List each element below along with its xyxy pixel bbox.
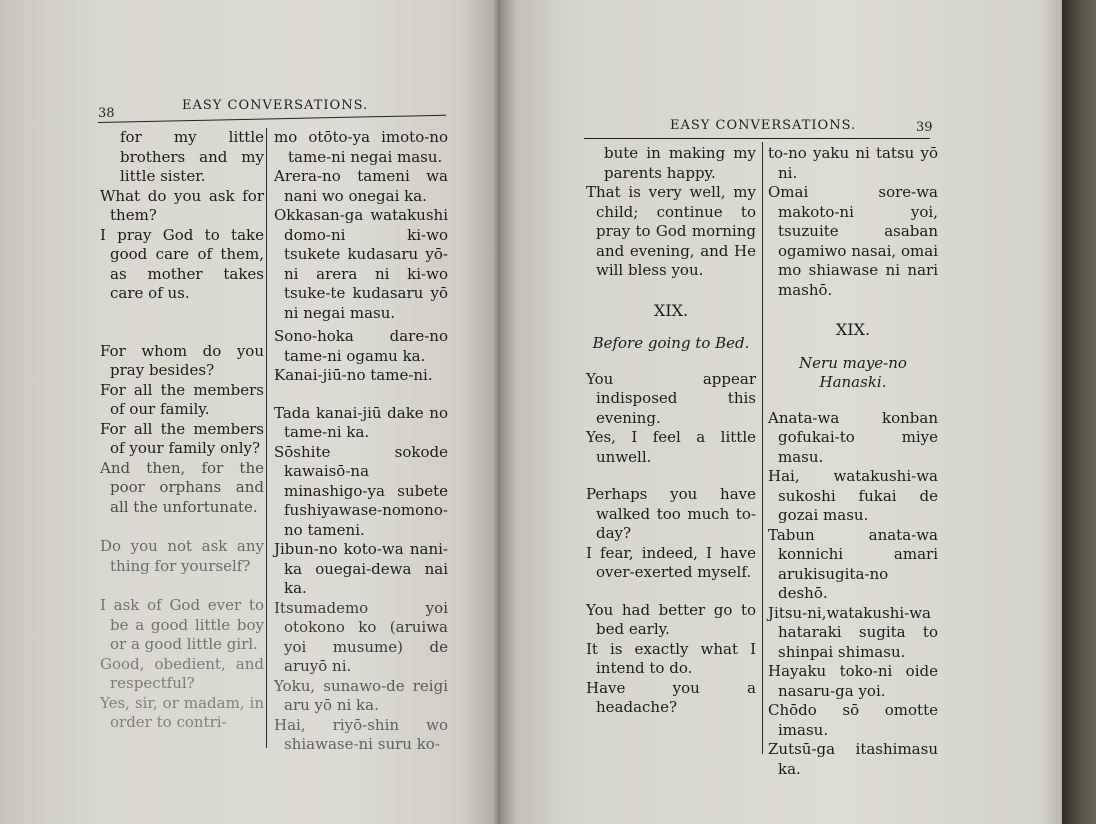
japanese-line: Itsumademo yoi otokono ko (aruiwa yoi musume) de aruyō ni. <box>274 598 448 675</box>
english-line: Have you a headache? <box>586 678 756 716</box>
japanese-line: Okkasan-ga watakushi domo-ni ki-wo tsukete kudasaru yō-ni arera ni ki-wo tsuke-te kudasaru yō ni negai masu. <box>274 206 448 322</box>
japanese-line: Hai, watakushi-wa sukoshi fukai de gozai masu. <box>768 467 938 524</box>
japanese-line: Sōshite sokode kawaisō-na minashigo-ya subete fushiyawase-nomono-no tameni. <box>274 442 448 539</box>
english-line: Good, obedient, and respectful? <box>100 654 264 692</box>
japanese-line: Hai, riyō-shin wo shiawase-ni suru ko- <box>274 715 448 753</box>
column-divider-left <box>266 128 267 748</box>
section-title-jp: Neru maye-no Hanaski. <box>799 353 907 391</box>
english-line: Do you not ask any thing for yourself? <box>100 537 264 575</box>
english-column-right <box>586 144 756 718</box>
japanese-line: Chōdo sō omotte imasu. <box>768 701 938 739</box>
japanese-line: Yoku, sunawo-de reigi aru yō ni ka. <box>274 676 448 714</box>
english-line: bute in making my parents happy. <box>604 144 756 182</box>
japanese-line: Arera-no tameni wa nani wo onegai ka. <box>274 167 448 205</box>
english-line: I pray God to take good care of them, as mother takes care of us. <box>100 225 264 302</box>
japanese-line: Sono-hoka dare-no tame-ni ogamu ka. <box>274 327 448 365</box>
english-column-left <box>100 128 264 733</box>
page-number-left: 38 <box>98 106 115 121</box>
english-line: For all the members of our family. <box>100 380 264 418</box>
section-number-jp: XIX. <box>835 320 871 339</box>
japanese-line: Hayaku toko-ni oide nasaru-ga yoi. <box>768 662 938 700</box>
header-rule-left <box>98 115 446 123</box>
japanese-line: Tada kanai-jiū dake no tame-ni ka. <box>274 403 448 441</box>
japanese-column-left <box>274 128 448 755</box>
english-line: That is very well, my child; continue to pray to God morning and evening, and He will bless you. <box>586 183 756 279</box>
left-page <box>0 0 500 824</box>
running-header-right: EASY CONVERSATIONS. <box>670 118 857 133</box>
japanese-line: Anata-wa konban gofukai-to miye masu. <box>768 408 938 466</box>
column-divider-right <box>762 142 763 754</box>
english-line: Perhaps you have walked too much to-day? <box>586 485 756 542</box>
english-line: It is exactly what I intend to do. <box>586 639 756 677</box>
japanese-line: Jitsu-ni,watakushi-wa hataraki sugita to shinpai shimasu. <box>768 603 938 661</box>
japanese-line: Jibun-no koto-wa nani-ka ouegai-dewa nai ka. <box>274 540 448 597</box>
english-line: You had better go to bed early. <box>586 600 756 638</box>
japanese-line: mo otōto-ya imoto-no tame-ni negai masu. <box>274 128 448 166</box>
english-line: For whom do you pray besides? <box>100 341 264 379</box>
english-line: for my little brothers and my little sister. <box>120 128 264 185</box>
english-line: Yes, sir, or madam, in order to contri- <box>100 693 264 731</box>
page-number-right: 39 <box>916 120 933 135</box>
header-rule-right <box>584 138 930 139</box>
section-number-en: XIX. <box>653 300 689 320</box>
book-cover-edge <box>1062 0 1096 824</box>
english-line: For all the members of your family only? <box>100 419 264 457</box>
english-line: Yes, I feel a little unwell. <box>586 428 756 466</box>
japanese-line: Kanai-jiū-no tame-ni. <box>274 366 433 384</box>
japanese-line: Tabun anata-wa konnichi amari arukisugita-no deshō. <box>768 525 938 602</box>
japanese-line: Omai sore-wa makoto-ni yoi, tsuzuite asaban ogamiwo nasai, omai mo shiawase ni nari mashō. <box>768 183 938 299</box>
section-title-en: Before going to Bed. <box>592 334 750 352</box>
english-line: You appear indisposed this evening. <box>586 369 756 427</box>
japanese-line: to-no yaku ni tatsu yō ni. <box>768 144 938 182</box>
running-header-left: EASY CONVERSATIONS. <box>182 98 369 113</box>
right-page <box>500 0 1068 824</box>
english-line: I fear, indeed, I have over-exerted myself. <box>586 543 756 581</box>
japanese-column-right <box>768 144 938 779</box>
english-line: What do you ask for them? <box>100 186 264 224</box>
japanese-line: Zutsū-ga itashimasu ka. <box>768 740 938 778</box>
english-line: And then, for the poor orphans and all the unfortunate. <box>100 458 264 516</box>
english-line: I ask of God ever to be a good little boy or a good little girl. <box>100 596 264 653</box>
